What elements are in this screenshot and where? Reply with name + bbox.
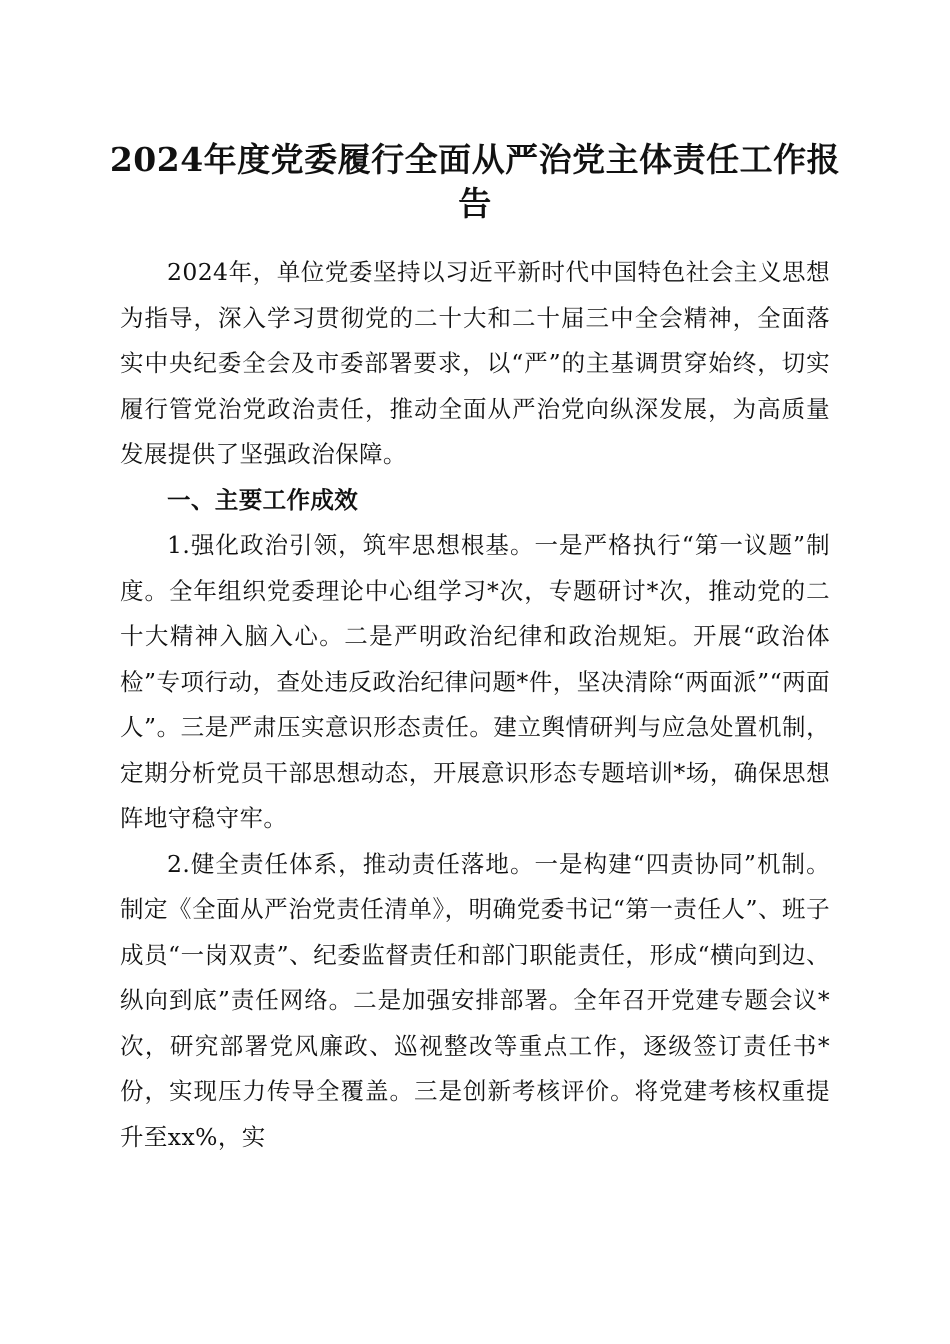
document-body	[120, 250, 830, 1160]
section-heading: 一、主要工作成效	[167, 485, 359, 514]
intro-paragraph: 2024年，单位党委坚持以习近平新时代中国特色社会主义思想为指导，深入学习贯彻党的二十大和二十届三中全会精神，全面落实中央纪委全会及市委部署要求，以“严”的主基调贯穿始终，切实履行管党治党政治责任，推动全面从严治党向纵深发展，为高质量发展提供了坚强政治保障。	[120, 258, 830, 468]
document-title: 2024年度党委履行全面从严治党主体责任工作报告	[109, 140, 841, 223]
section-paragraph-1: 1.强化政治引领，筑牢思想根基。一是严格执行“第一议题”制度。全年组织党委理论中心组学习*次，专题研讨*次，推动党的二十大精神入脑入心。二是严明政治纪律和政治规矩。开展“政治体检”专项行动，查处违反政治纪律问题*件，坚决清除“两面派”“两面人”。三是严肃压实意识形态责任。建立舆情研判与应急处置机制，定期分析党员干部思想动态，开展意识形态专题培训*场，确保思想阵地守稳守牢。	[120, 531, 830, 832]
section-paragraph-2: 2.健全责任体系，推动责任落地。一是构建“四责协同”机制。制定《全面从严治党责任清单》，明确党委书记“第一责任人”、班子成员“一岗双责”、纪委监督责任和部门职能责任，形成“横向到边、纵向到底”责任网络。二是加强安排部署。全年召开党建专题会议*次，研究部署党风廉政、巡视整改等重点工作，逐级签订责任书*份，实现压力传导全覆盖。三是创新考核评价。将党建考核权重提升至xx%，实	[120, 849, 830, 1151]
